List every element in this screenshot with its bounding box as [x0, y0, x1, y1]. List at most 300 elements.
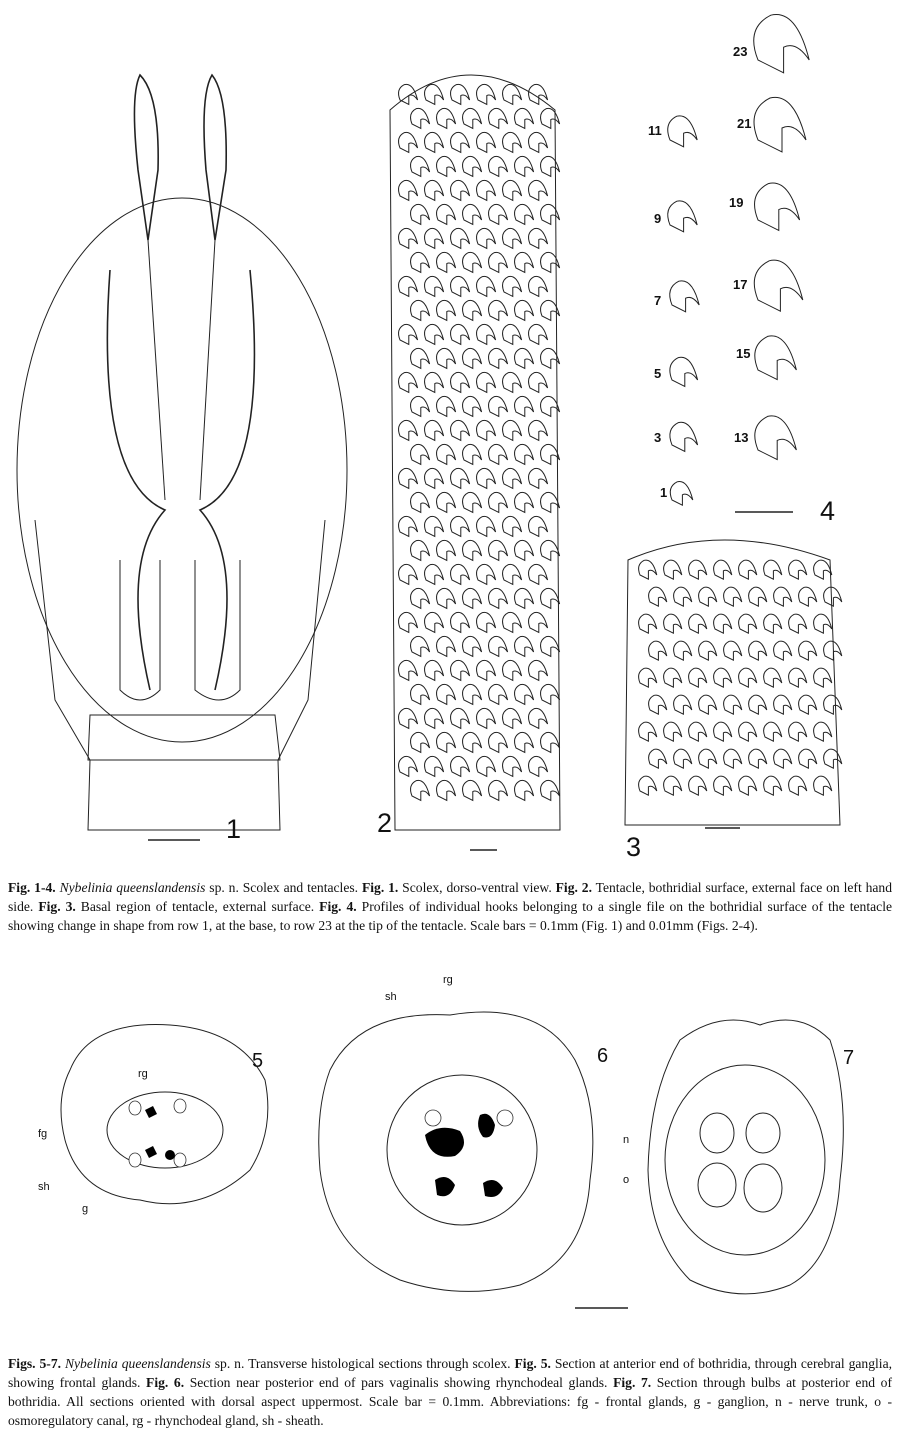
- hook-outline: [463, 156, 482, 176]
- hook-outline: [411, 252, 430, 272]
- hook-outline: [477, 180, 496, 200]
- hook-outline: [411, 780, 430, 800]
- hook-outline: [437, 204, 456, 224]
- hook-outline: [451, 660, 470, 680]
- hook-outline: [515, 108, 534, 128]
- hook-outline: [529, 612, 548, 632]
- hook-outline: [515, 252, 534, 272]
- hook-outline: [425, 660, 444, 680]
- caption-segment: Basal region of tentacle, external surface.: [75, 899, 320, 914]
- hook-outline: [463, 108, 482, 128]
- hook-outline: [437, 396, 456, 416]
- hook-outline: [425, 228, 444, 248]
- hook-outline: [437, 252, 456, 272]
- hook-outline: [668, 201, 697, 232]
- hook-outline: [425, 420, 444, 440]
- hook-outline: [463, 588, 482, 608]
- hook-outline: [437, 732, 456, 752]
- caption-segment: Section near posterior end of pars vaginalis showing rhynchodeal glands.: [184, 1375, 614, 1390]
- hook-outline: [541, 540, 560, 560]
- hook-outline: [463, 492, 482, 512]
- hook-outline: [764, 776, 782, 795]
- hook-outline: [437, 492, 456, 512]
- hook-outline: [754, 260, 803, 311]
- hook-outline: [399, 468, 418, 488]
- hook-outline: [451, 276, 470, 296]
- hook-outline: [411, 444, 430, 464]
- hook-outline: [411, 300, 430, 320]
- hook-outline: [489, 684, 508, 704]
- hook-outline: [764, 614, 782, 633]
- hook-outline: [724, 587, 742, 606]
- fig6-label-sh: sh: [385, 991, 397, 1003]
- hook-outline: [515, 492, 534, 512]
- hook-outline: [541, 156, 560, 176]
- hook-outline: [489, 780, 508, 800]
- hook-outline: [724, 749, 742, 768]
- hook-outline: [477, 468, 496, 488]
- hook-outline: [541, 492, 560, 512]
- hook-outline: [477, 84, 496, 104]
- hook-outline: [503, 468, 522, 488]
- caption-segment: Fig. 3.: [38, 899, 76, 914]
- hook-outline: [764, 668, 782, 687]
- fig7-label-o: o: [623, 1174, 630, 1186]
- hook-outline: [503, 612, 522, 632]
- hook-outline: [529, 132, 548, 152]
- caption-segment: Fig. 2.: [555, 880, 592, 895]
- fig3-tentacle-base-drawing: [625, 540, 842, 828]
- hook-outline: [541, 252, 560, 272]
- fig5-label-rg: rg: [138, 1068, 148, 1080]
- hook-outline: [639, 776, 657, 795]
- hook-outline: [451, 228, 470, 248]
- hook-outline: [399, 132, 418, 152]
- hook-outline: [714, 776, 732, 795]
- caption-segment: Fig. 4.: [319, 899, 357, 914]
- hook-outline: [674, 749, 692, 768]
- hook-outline: [699, 641, 717, 660]
- hook-outline: [451, 708, 470, 728]
- hook-outline: [755, 336, 797, 380]
- hook-outline: [529, 564, 548, 584]
- hook-outline: [399, 564, 418, 584]
- hook-outline: [814, 668, 832, 687]
- hook-outline: [503, 324, 522, 344]
- hook-outline: [541, 636, 560, 656]
- hook-outline: [411, 396, 430, 416]
- hook-outline: [451, 420, 470, 440]
- hook-outline: [515, 780, 534, 800]
- hook-outline: [503, 276, 522, 296]
- hook-outline: [799, 749, 817, 768]
- hook-outline: [399, 276, 418, 296]
- hook-outline: [399, 372, 418, 392]
- hook-outline: [503, 84, 522, 104]
- hook-outline: [477, 660, 496, 680]
- caption-segment: Fig. 1.: [361, 880, 399, 895]
- hook-outline: [463, 540, 482, 560]
- caption-segment: Nybelinia queenslandensis: [64, 1356, 211, 1371]
- hook-outline: [477, 756, 496, 776]
- hook-outline: [824, 749, 842, 768]
- hook-label-17: 17: [733, 277, 748, 292]
- hook-outline: [425, 708, 444, 728]
- hook-outline: [739, 776, 757, 795]
- fig6-section-drawing: [319, 1012, 628, 1308]
- hook-label-1: 1: [660, 485, 668, 500]
- hook-outline: [489, 204, 508, 224]
- hook-outline: [477, 132, 496, 152]
- hook-outline: [799, 641, 817, 660]
- hook-outline: [749, 587, 767, 606]
- hook-outline: [399, 324, 418, 344]
- hook-outline: [529, 324, 548, 344]
- hook-outline: [489, 444, 508, 464]
- hook-outline: [515, 348, 534, 368]
- hook-outline: [649, 587, 667, 606]
- hook-outline: [411, 684, 430, 704]
- hook-label-21: 21: [737, 116, 752, 131]
- caption-segment: Fig. 7.: [613, 1375, 652, 1390]
- hook-outline: [489, 108, 508, 128]
- hook-outline: [670, 482, 693, 506]
- hook-outline: [477, 564, 496, 584]
- hook-outline: [411, 636, 430, 656]
- hook-outline: [437, 636, 456, 656]
- fig1-scolex-drawing: [17, 75, 347, 840]
- hook-outline: [463, 636, 482, 656]
- hook-outline: [529, 84, 548, 104]
- hook-outline: [503, 516, 522, 536]
- hook-outline: [639, 722, 657, 741]
- fig5-label: 5: [252, 1050, 264, 1072]
- hook-outline: [477, 612, 496, 632]
- hook-outline: [789, 722, 807, 741]
- caption-segment: Scolex, dorso-ventral view.: [398, 880, 556, 895]
- hook-outline: [503, 756, 522, 776]
- hook-label-9: 9: [654, 211, 662, 226]
- hook-outline: [463, 396, 482, 416]
- hook-outline: [515, 684, 534, 704]
- hook-outline: [541, 588, 560, 608]
- fig5-label-fg: fg: [38, 1128, 48, 1140]
- hook-outline: [515, 396, 534, 416]
- hook-outline: [425, 372, 444, 392]
- hook-outline: [399, 660, 418, 680]
- hook-outline: [714, 560, 732, 579]
- hook-outline: [674, 587, 692, 606]
- hook-outline: [503, 228, 522, 248]
- hook-outline: [689, 722, 707, 741]
- hook-outline: [399, 420, 418, 440]
- hook-outline: [529, 708, 548, 728]
- hook-outline: [664, 614, 682, 633]
- hook-outline: [503, 564, 522, 584]
- hook-outline: [670, 281, 699, 312]
- caption-segment: Fig. 6.: [146, 1375, 185, 1390]
- hook-outline: [529, 516, 548, 536]
- hook-outline: [463, 444, 482, 464]
- hook-outline: [503, 372, 522, 392]
- hook-outline: [824, 587, 842, 606]
- hook-label-15: 15: [736, 346, 751, 361]
- hook-label-23: 23: [733, 44, 748, 59]
- hook-outline: [529, 660, 548, 680]
- hook-outline: [664, 560, 682, 579]
- hook-outline: [437, 780, 456, 800]
- fig7-label: 7: [843, 1047, 855, 1069]
- hook-outline: [515, 732, 534, 752]
- hook-outline: [515, 204, 534, 224]
- hook-outline: [489, 636, 508, 656]
- hook-label-7: 7: [654, 293, 662, 308]
- hook-outline: [437, 540, 456, 560]
- fig3-label: 3: [626, 832, 642, 862]
- hook-outline: [437, 348, 456, 368]
- hook-outline: [754, 97, 806, 152]
- fig2-tentacle-drawing: [390, 75, 560, 850]
- hook-outline: [515, 540, 534, 560]
- hook-outline: [425, 276, 444, 296]
- hook-outline: [529, 372, 548, 392]
- hook-outline: [503, 420, 522, 440]
- hook-outline: [754, 14, 809, 72]
- hook-outline: [639, 668, 657, 687]
- hook-outline: [451, 372, 470, 392]
- hook-outline: [789, 560, 807, 579]
- caption-segment: sp. n. Transverse histological sections through scolex.: [210, 1356, 515, 1371]
- hook-outline: [649, 695, 667, 714]
- hook-outline: [489, 156, 508, 176]
- hook-outline: [515, 444, 534, 464]
- hook-outline: [503, 708, 522, 728]
- hook-outline: [411, 108, 430, 128]
- hook-outline: [437, 444, 456, 464]
- hook-outline: [774, 749, 792, 768]
- hook-outline: [463, 300, 482, 320]
- hook-outline: [451, 180, 470, 200]
- hook-outline: [399, 756, 418, 776]
- caption-segment: Section at anterior end of bothridia, through cerebral ganglia, showing frontal glands.: [8, 1356, 893, 1390]
- hook-outline: [489, 348, 508, 368]
- hook-outline: [437, 684, 456, 704]
- fig5-label-g: g: [82, 1203, 89, 1215]
- fig5-label-sh: sh: [38, 1181, 50, 1193]
- hook-outline: [425, 84, 444, 104]
- hook-outline: [541, 684, 560, 704]
- hook-outline: [739, 560, 757, 579]
- hook-outline: [764, 560, 782, 579]
- hook-outline: [425, 516, 444, 536]
- hook-outline: [411, 732, 430, 752]
- hook-outline: [639, 560, 657, 579]
- hook-outline: [689, 560, 707, 579]
- hook-outline: [411, 492, 430, 512]
- hook-outline: [515, 588, 534, 608]
- hook-outline: [668, 116, 697, 147]
- hook-outline: [739, 614, 757, 633]
- hook-outline: [463, 684, 482, 704]
- hook-outline: [411, 588, 430, 608]
- hook-outline: [489, 396, 508, 416]
- hook-outline: [799, 587, 817, 606]
- hook-outline: [749, 749, 767, 768]
- caption-segment: Section through bulbs at posterior end of bothridia. All sections oriented with dorsal aspect uppermost. Scale bar = 0.1mm. Abbreviations: fg - frontal glands, g - ganglion, n - nerve trunk, o - osmoregulatory canal, rg - rhynchodeal gland, sh - sheath.: [8, 1375, 892, 1428]
- hook-outline: [699, 749, 717, 768]
- hook-outline: [437, 108, 456, 128]
- hook-outline: [814, 560, 832, 579]
- hook-outline: [451, 516, 470, 536]
- hook-outline: [674, 695, 692, 714]
- hook-outline: [529, 420, 548, 440]
- hook-outline: [670, 357, 698, 386]
- hook-outline: [699, 587, 717, 606]
- hook-outline: [824, 695, 842, 714]
- hook-outline: [789, 668, 807, 687]
- caption-segment: Nybelinia queenslandensis: [59, 880, 206, 895]
- hook-outline: [515, 636, 534, 656]
- hook-outline: [814, 722, 832, 741]
- hook-outline: [477, 420, 496, 440]
- hook-outline: [489, 588, 508, 608]
- caption-figs-1-4: [8, 878, 892, 935]
- hook-outline: [451, 612, 470, 632]
- hook-outline: [399, 708, 418, 728]
- hook-outline: [639, 614, 657, 633]
- caption-figs-5-7: [8, 1354, 892, 1430]
- hook-outline: [789, 776, 807, 795]
- hook-outline: [689, 614, 707, 633]
- hook-outline: [774, 695, 792, 714]
- hook-outline: [489, 540, 508, 560]
- hook-label-3: 3: [654, 430, 662, 445]
- hook-outline: [664, 722, 682, 741]
- hook-outline: [463, 732, 482, 752]
- hook-outline: [714, 614, 732, 633]
- fig7-section-drawing: [648, 1020, 843, 1294]
- caption-segment: Figs. 5-7.: [8, 1356, 65, 1371]
- fig7-label-n: n: [623, 1134, 630, 1146]
- hook-outline: [489, 732, 508, 752]
- hook-outline: [529, 228, 548, 248]
- hook-outline: [451, 324, 470, 344]
- hook-outline: [503, 180, 522, 200]
- hook-label-5: 5: [654, 366, 662, 381]
- hook-outline: [670, 422, 698, 451]
- hook-outline: [489, 492, 508, 512]
- hook-outline: [749, 695, 767, 714]
- fig6-label-rg: rg: [443, 974, 453, 986]
- hook-outline: [541, 732, 560, 752]
- hook-label-19: 19: [729, 195, 744, 210]
- hook-outline: [477, 372, 496, 392]
- hook-outline: [411, 540, 430, 560]
- hook-outline: [451, 468, 470, 488]
- hook-outline: [503, 660, 522, 680]
- caption-segment: sp. n. Scolex and tentacles.: [205, 880, 362, 895]
- fig2-label: 2: [377, 808, 393, 838]
- hook-outline: [789, 614, 807, 633]
- hook-outline: [463, 204, 482, 224]
- hook-outline: [451, 564, 470, 584]
- hook-outline: [477, 276, 496, 296]
- hook-outline: [541, 444, 560, 464]
- hook-outline: [477, 324, 496, 344]
- hook-outline: [399, 612, 418, 632]
- hook-outline: [699, 695, 717, 714]
- hook-outline: [799, 695, 817, 714]
- hook-outline: [764, 722, 782, 741]
- hook-outline: [541, 108, 560, 128]
- hook-outline: [399, 516, 418, 536]
- hook-outline: [739, 668, 757, 687]
- hook-outline: [503, 132, 522, 152]
- hook-outline: [425, 132, 444, 152]
- hook-outline: [814, 776, 832, 795]
- hook-outline: [664, 668, 682, 687]
- hook-outline: [739, 722, 757, 741]
- hook-outline: [755, 183, 800, 230]
- hook-outline: [437, 300, 456, 320]
- hook-outline: [477, 516, 496, 536]
- hook-outline: [529, 756, 548, 776]
- caption-segment: Profiles of individual hooks belonging to a single file on the bothridial surface of the tentacle showing change in shape from row 1, at the base, to row 23 at the tip of the tentacle. Scale bars = 0.1mm (Fig. 1) and 0.01mm (Figs. 2-4).: [8, 899, 893, 933]
- hook-outline: [411, 348, 430, 368]
- hook-outline: [399, 84, 418, 104]
- hook-outline: [814, 614, 832, 633]
- hook-outline: [425, 180, 444, 200]
- hook-outline: [437, 156, 456, 176]
- hook-outline: [689, 668, 707, 687]
- hook-outline: [425, 612, 444, 632]
- caption-segment: Tentacle, bothridial surface, external face on left hand side.: [8, 880, 893, 914]
- hook-outline: [714, 668, 732, 687]
- hook-outline: [425, 756, 444, 776]
- fig1-label: 1: [226, 814, 242, 844]
- hook-outline: [749, 641, 767, 660]
- hook-outline: [477, 228, 496, 248]
- caption-segment: Fig. 5.: [514, 1356, 551, 1371]
- hook-outline: [724, 641, 742, 660]
- hook-outline: [674, 641, 692, 660]
- hook-outline: [425, 324, 444, 344]
- hook-outline: [437, 588, 456, 608]
- hook-outline: [399, 228, 418, 248]
- hook-outline: [724, 695, 742, 714]
- hook-outline: [649, 749, 667, 768]
- hook-outline: [689, 776, 707, 795]
- hook-outline: [425, 468, 444, 488]
- hook-outline: [463, 348, 482, 368]
- hook-outline: [463, 780, 482, 800]
- hook-outline: [664, 776, 682, 795]
- hook-outline: [774, 587, 792, 606]
- hook-outline: [463, 252, 482, 272]
- hook-outline: [649, 641, 667, 660]
- fig4-label: 4: [820, 496, 836, 526]
- hook-outline: [425, 564, 444, 584]
- hook-outline: [529, 276, 548, 296]
- hook-outline: [451, 756, 470, 776]
- hook-outline: [529, 180, 548, 200]
- hook-outline: [411, 204, 430, 224]
- hook-outline: [541, 780, 560, 800]
- hook-label-13: 13: [734, 430, 749, 445]
- hook-outline: [529, 468, 548, 488]
- caption-segment: Fig. 1-4.: [8, 880, 60, 895]
- hook-outline: [489, 300, 508, 320]
